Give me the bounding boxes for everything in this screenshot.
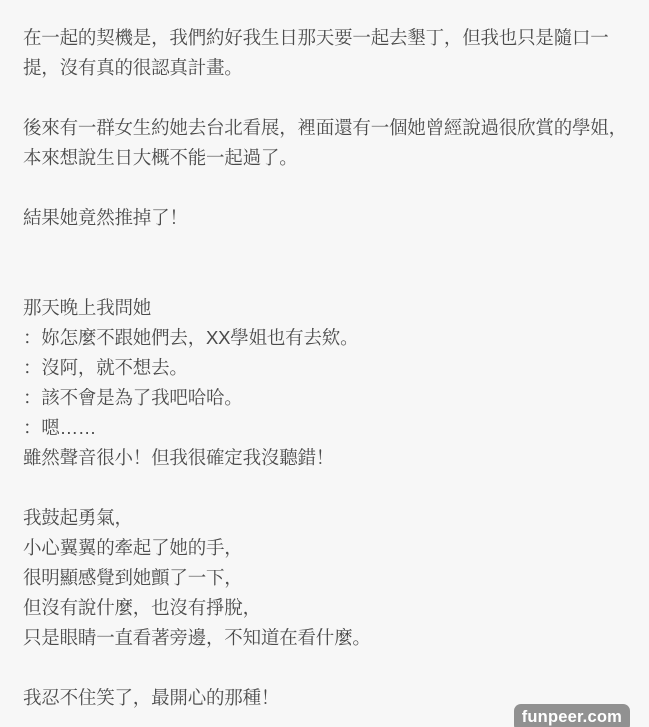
story-text — [23, 23, 626, 713]
text-line — [23, 653, 626, 683]
text-line — [23, 233, 626, 263]
text-line — [23, 263, 626, 293]
text-line: ：妳怎麼不跟她們去，XX學姐也有去欸。 — [23, 327, 359, 348]
text-line: 雖然聲音很小！但我很確定我沒聽錯！ — [23, 447, 335, 468]
text-line: 很明顯感覺到她顫了一下， — [23, 567, 243, 588]
text-line — [23, 173, 626, 203]
text-line: 本來想說生日大概不能一起過了。 — [23, 147, 298, 168]
text-line: 小心翼翼的牽起了她的手， — [23, 537, 243, 558]
text-line: 結果她竟然推掉了！ — [23, 207, 188, 228]
text-line: ：該不會是為了我吧哈哈。 — [23, 387, 243, 408]
text-line — [23, 83, 626, 113]
text-line: 在一起的契機是，我們約好我生日那天要一起去墾丁，但我也只是隨口一 — [23, 27, 609, 48]
text-line — [23, 473, 626, 503]
text-line: 提，沒有真的很認真計畫。 — [23, 57, 243, 78]
text-line: ：沒阿，就不想去。 — [23, 357, 188, 378]
text-line: 後來有一群女生約她去台北看展，裡面還有一個她曾經說過很欣賞的學姐， — [23, 117, 627, 138]
watermark-badge — [514, 704, 630, 727]
watermark-label: funpeer.com — [521, 708, 622, 726]
text-line: ：嗯…… — [23, 417, 97, 438]
text-line: 我忍不住笑了，最開心的那種！ — [23, 687, 280, 708]
text-line: 但沒有說什麼，也沒有掙脫， — [23, 597, 261, 618]
text-line: 我鼓起勇氣， — [23, 507, 133, 528]
text-line: 只是眼睛一直看著旁邊，不知道在看什麼。 — [23, 627, 371, 648]
text-line: 那天晚上我問她 — [23, 297, 152, 318]
